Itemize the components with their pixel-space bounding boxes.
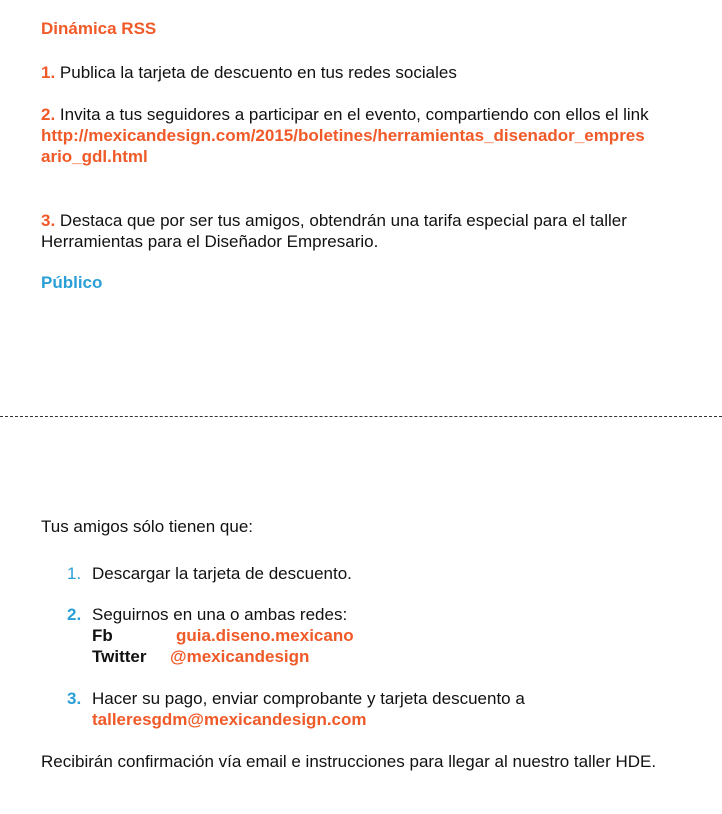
list-item-3	[67, 688, 667, 730]
list-number: 3.	[67, 689, 82, 708]
event-link[interactable]: http://mexicandesign.com/2015/boletines/herramientas_disenador_empresario_gdl.html	[41, 126, 645, 166]
step-text: Destaca que por ser tus amigos, obtendrán una tarifa especial para el taller Herramientas para el Diseñador Empresario.	[41, 211, 627, 251]
intro-text: Tus amigos sólo tienen que:	[41, 517, 253, 536]
cut-line-divider	[0, 416, 722, 417]
step-1	[41, 62, 673, 83]
contact-email[interactable]: talleresgdm@mexicandesign.com	[92, 710, 367, 729]
list-text: Seguirnos en una o ambas redes:	[92, 605, 348, 624]
social-handle-fb[interactable]: guia.diseno.mexicano	[176, 626, 354, 645]
step-text: Publica la tarjeta de descuento en tus redes sociales	[55, 63, 457, 82]
section-heading-dinamica: Dinámica RSS	[41, 19, 157, 38]
social-label-twitter: Twitter	[92, 647, 147, 666]
social-label-fb: Fb	[92, 626, 113, 645]
step-number: 1.	[41, 63, 56, 82]
step-text: Invita a tus seguidores a participar en el evento, compartiendo con ellos el link	[55, 105, 649, 124]
step-number: 2.	[41, 105, 56, 124]
list-item-1	[67, 563, 667, 584]
step-2	[41, 104, 673, 167]
social-row-fb	[67, 625, 667, 646]
social-row-twitter	[67, 646, 667, 667]
list-number: 2.	[67, 605, 82, 624]
step-number: 3.	[41, 211, 56, 230]
list-text: Hacer su pago, enviar comprobante y tarjeta descuento a	[92, 689, 525, 708]
footer-note: Recibirán confirmación vía email e instrucciones para llegar al nuestro taller HDE.	[41, 752, 657, 771]
list-item-2	[67, 604, 667, 667]
list-number: 1.	[67, 564, 82, 583]
section-heading-publico: Público	[41, 273, 103, 292]
social-handle-twitter[interactable]: @mexicandesign	[170, 647, 310, 666]
step-3	[41, 210, 673, 252]
list-text: Descargar la tarjeta de descuento.	[92, 564, 352, 583]
